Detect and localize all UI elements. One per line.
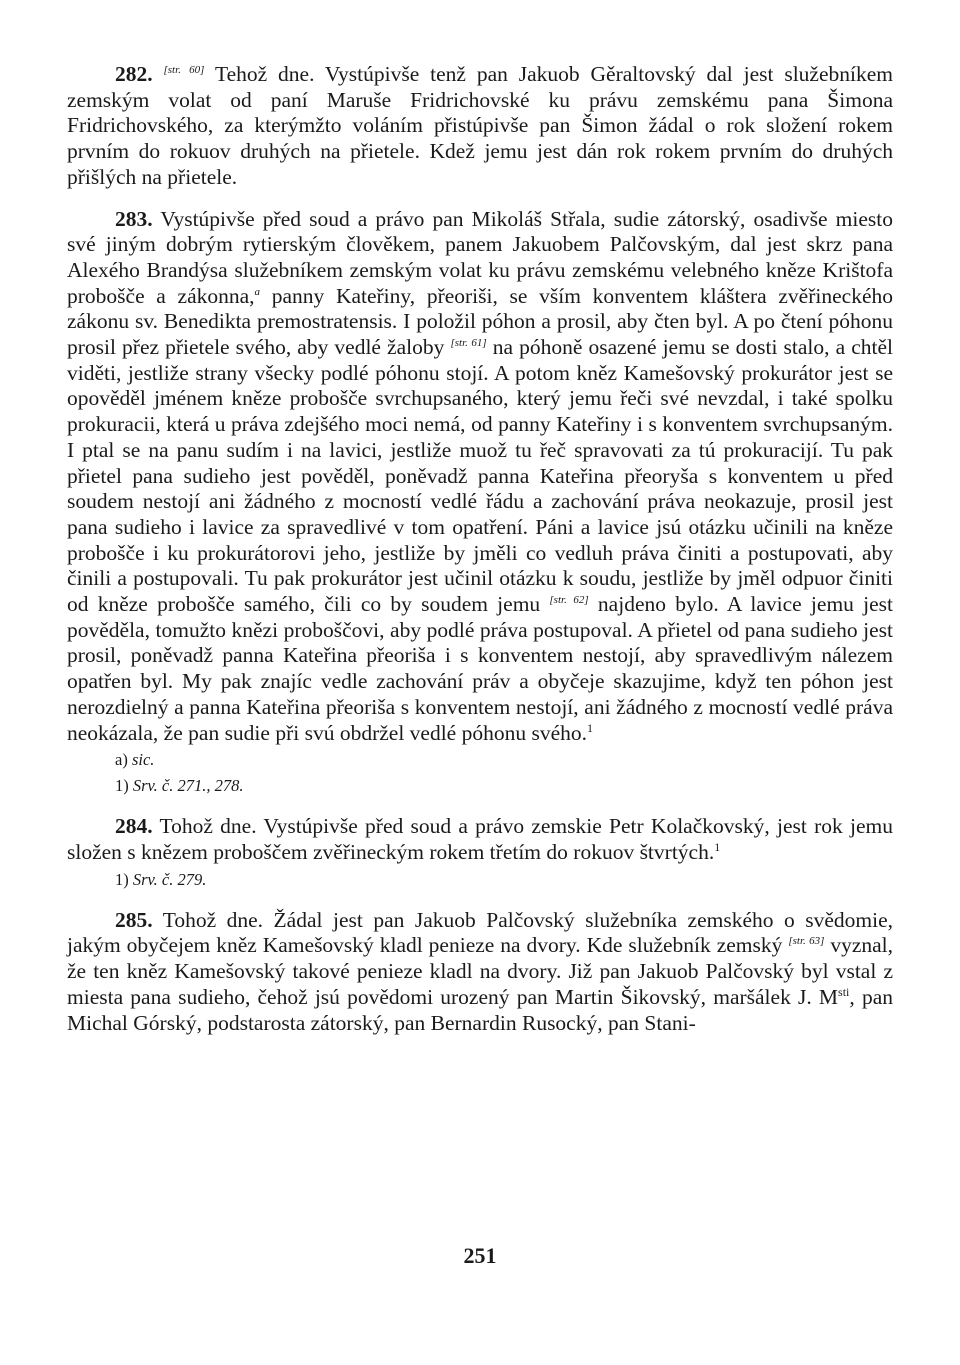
footnote: [115, 868, 893, 892]
footnote-ref: a: [254, 285, 261, 298]
footnote-text: sic.: [131, 750, 155, 770]
footnotes-284: [67, 868, 893, 892]
footnote-ref: 1: [587, 720, 594, 735]
footnote-mark: 1): [115, 869, 129, 889]
entry-284: [67, 814, 893, 865]
footnote: [115, 748, 893, 772]
footnote-ref: 1: [714, 839, 721, 854]
entry-text-part: Tohož dne. Žádal jest pan Jakuob Palčovský služebníka zemského o svědomie, jakým obyčejem kněz Kamešovský kladl penieze na dvory. Kde služebník zemský: [67, 907, 893, 958]
entry-text-part: vyznal, že ten kněz Kamešovský takové penieze kladl na dvory. Již pan Jakuob Palčovský byl vstal z miesta pana sudieho, čehož jsú povědomi urozený pan Martin Šikovský, maršálek J. M: [67, 933, 894, 1009]
footnote-text: Srv. č. 279.: [132, 869, 207, 889]
entry-number: 285.: [115, 907, 153, 932]
document-page: [67, 62, 893, 1036]
entry-text-part: na póhoně osazené jemu se dosti stalo, a chtěl viděti, jestliže strany všecky podlé póhonu stojí. A potom kněz Kamešovský prokurátor jest se opověděl jménem kněze probošče svrchupsaného, který jemu řeči své nevzdal, i také spolku prokuracii, která u práva zdejšého moci nemá, od panny Kateřiny i s konventem svrchupsaným. I ptal se na panu sudím i na lavici, jestliže muož tu řeč spravovati za tú prokuracijí. Tu pak přietel pana sudieho jest pověděl, poněvadž panna Kateřina přeoryša s konventem u před soudem nestojí ani žádného z mocností vedlé řádu a zachování práva neokazuje, prosil jest pana sudieho i lavice za spravedlivé v tom opatření. Páni a lavice jsú otázku učinili na kněze probošče i ku prokurátorovi jeho, jestliže by jměli co vedluh práva činiti a postupovati, aby činili a postupovali. Tu pak prokurátor jest učinil otázku k soudu, jestliže by jměl odpuor činiti od kněze probošče samého, čili co by soudem jemu: [67, 335, 893, 617]
footnote-mark: a): [115, 750, 128, 770]
entry-text: Tehož dne. Vystúpivše tenž pan Jakuob Gěraltovský dal jest služebníkem zemským volat od paní Maruše Fridrichovské ku právu zemskému pana Šimona Fridrichovského, za kterýmžto voláním přistúpivše pan Šimon žádal o rok složení rokem prvním do rokuov druhých na přietele. Kdež jemu jest dán rok rokem prvním do druhých přišlých na přietele.: [67, 62, 893, 189]
entry-text-part: , pan Michal Górský, podstarosta zátorský, pan Bernardin Rusocký, pan Stani-: [67, 984, 893, 1035]
entry-282: [67, 62, 893, 191]
footnotes-283: [67, 748, 893, 798]
entry-283: [67, 207, 893, 747]
entry-text-part: Vystúpivše před soud a právo pan Mikoláš Střala, sudie zátorský, osadivše miesto své jiným dobrým rytierským člověkem, panem Jakuobem Palčovským, dal jest skrz pana Alexého Brandýsa služebníkem zemským volat ku právu zemskému velebného kněze Krištofa probošče a zákonna,: [67, 206, 893, 308]
entry-number: 284.: [115, 814, 153, 839]
entry-text: Tohož dne. Vystúpivše před soud a právo zemskie Petr Kolačkovský, jest rok jemu složen s knězem proboščem zvěřineckým rokem třetím do rokuov štvrtých.: [67, 814, 893, 864]
page-marker: [str. 63]: [788, 935, 825, 948]
entry-text-part: panny Kateřiny, přeoriši, se vším konventem kláštera zvěřineckého zákonu sv. Benedikta premostratensis. I položil póhon a prosil, aby čten byl. A po čtení póhonu prosil přez přietele svého, aby vedlé žaloby: [67, 283, 893, 360]
page-marker: [str. 62]: [549, 593, 589, 606]
entry-number: 283.: [115, 206, 153, 231]
page-number: 251: [463, 1243, 497, 1268]
entry-number: 282.: [115, 62, 153, 86]
entry-285: [67, 908, 893, 1037]
page-marker: [str. 61]: [450, 336, 487, 349]
footnote-text: Srv. č. 271., 278.: [132, 776, 244, 796]
footnote: [115, 774, 893, 798]
footnote-mark: 1): [115, 776, 129, 796]
entry-text-part: najdeno bylo. A lavice jemu jest pověděla, tomužto knězi proboščovi, aby podlé práva postupoval. A přietel od pana sudieho jest prosil, poněvadž panna Kateřina přeoriša i s konventem nestojí, aby spravedlivým nálezem opatřen byl. My pak znajíc vedle zachování práv a obyčeje skazujime, když ten póhon jest nerozdielný a panna Kateřina přeoriša s konventem nestojí, ani žádného z mocností vedlé práva neokázala, že pan sudie při svú obdržel vedlé póhonu svého.: [67, 592, 893, 745]
page-marker: [str. 60]: [163, 63, 205, 76]
superscript: sti: [838, 984, 850, 999]
